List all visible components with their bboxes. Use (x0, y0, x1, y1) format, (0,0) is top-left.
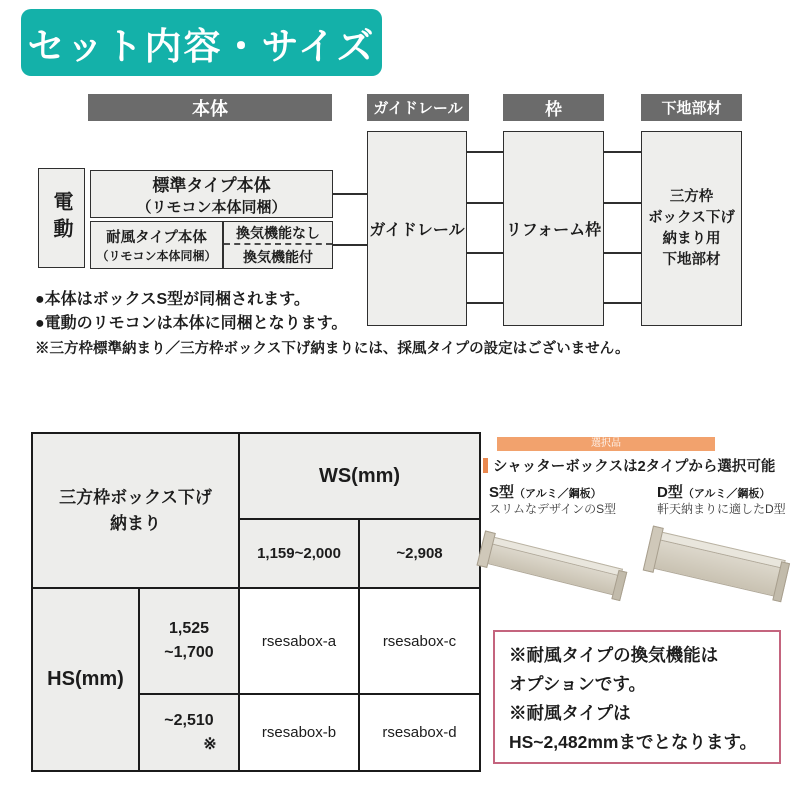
ws-header: WS(mm) (240, 434, 481, 520)
corner-line1: 三方枠ボックス下げ (59, 487, 212, 507)
product-code-c: rsesabox-c (360, 589, 481, 695)
hs-range-2-note-mark: ※ (203, 735, 217, 753)
s-type-product-image (484, 536, 623, 596)
connector-guiderail-frame-1 (467, 151, 503, 153)
notice-line-1: ※耐風タイプの換気機能は (509, 645, 719, 665)
d-type-label (657, 481, 770, 502)
d-type-material: （アルミ／鋼板） (682, 488, 771, 500)
s-type-material: （アルミ／鋼板） (514, 488, 602, 500)
shutter-box-heading-text: シャッターボックスは2タイプから選択可能 (493, 459, 776, 475)
table-corner-header (33, 434, 240, 589)
base-line-3: 納まり用 (662, 230, 721, 247)
connector-guiderail-frame-3 (467, 252, 503, 254)
standard-type-line2: （リモコン本体同梱） (136, 199, 287, 216)
size-table (31, 432, 481, 772)
page-title: セット内容・サイズ (21, 9, 382, 76)
base-line-2: ボックス下げ (648, 209, 735, 226)
vent-with-cell: 換気機能付 (243, 248, 313, 265)
connector-frame-base-1 (604, 151, 641, 153)
note-no-airflow-type: ※三方枠標準納まり／三方枠ボックス下げ納まりには、採風タイプの設定はございません。 (35, 341, 630, 357)
standard-type-line1: 標準タイプ本体 (152, 176, 271, 195)
s-type-description: スリムなデザインのS型 (489, 502, 617, 516)
connector-frame-base-4 (604, 302, 641, 304)
connector-frame-base-2 (604, 202, 641, 204)
column-header-guiderail: ガイドレール (367, 94, 469, 121)
shutter-box-heading (483, 455, 775, 476)
d-type-product-image (650, 531, 785, 597)
note-box-type: ●本体はボックスS型が同梱されます。 (35, 291, 310, 308)
ventilation-option-box (223, 221, 333, 269)
hs-range-1a: 1,525 (168, 620, 210, 637)
hs-range-1 (140, 589, 240, 695)
column-header-body: 本体 (88, 94, 332, 121)
connector-wind-to-guiderail (333, 244, 367, 246)
hs-range-2a: ~2,510 (164, 711, 214, 729)
base-line-4: 下地部材 (662, 251, 721, 268)
ws-range-1: 1,159~2,000 (240, 520, 360, 589)
wind-type-notice-box (493, 630, 781, 764)
product-code-a: rsesabox-a (240, 589, 360, 695)
reform-frame-box (503, 131, 604, 326)
wind-type-line2: （リモコン本体同梱） (96, 249, 217, 263)
product-code-b: rsesabox-b (240, 695, 360, 772)
connector-frame-base-3 (604, 252, 641, 254)
d-type-description: 軒天納まりに適したD型 (657, 502, 786, 516)
hs-range-2 (140, 695, 240, 772)
base-material-box (641, 131, 742, 326)
motor-box (38, 168, 85, 268)
wind-type-line1: 耐風タイプ本体 (106, 230, 207, 246)
notice-line-4: HS~2,482mmまでとなります。 (509, 732, 758, 752)
standard-type-box (90, 170, 333, 218)
guiderail-box (367, 131, 467, 326)
column-header-frame: 枠 (503, 94, 604, 121)
connector-standard-to-guiderail (333, 193, 367, 195)
connector-guiderail-frame-4 (467, 302, 503, 304)
reform-frame-label: リフォーム枠 (505, 222, 602, 239)
note-remote: ●電動のリモコンは本体に同梱となります。 (35, 315, 348, 332)
connector-guiderail-frame-2 (467, 202, 503, 204)
column-header-base-material: 下地部材 (641, 94, 742, 121)
product-code-d: rsesabox-d (360, 695, 481, 772)
base-line-1: 三方枠 (669, 188, 714, 205)
corner-line2: 納まり (110, 513, 161, 533)
vent-none-cell: 換気機能なし (224, 222, 332, 245)
d-type-name: D型 (657, 484, 683, 501)
wind-resistant-type-box (90, 221, 223, 269)
ws-range-2: ~2,908 (360, 520, 481, 589)
hs-header: HS(mm) (33, 589, 140, 772)
notice-line-2: オプションです。 (509, 674, 647, 694)
hs-range-1b: ~1,700 (164, 644, 214, 661)
optional-item-banner: 選択品 (497, 437, 715, 451)
motor-label: 電動 (50, 191, 72, 245)
orange-bar-icon (483, 458, 488, 473)
s-type-name: S型 (489, 484, 515, 501)
guiderail-label: ガイドレール (369, 222, 465, 239)
s-type-label (489, 481, 602, 502)
notice-line-3: ※耐風タイプは (509, 703, 631, 723)
